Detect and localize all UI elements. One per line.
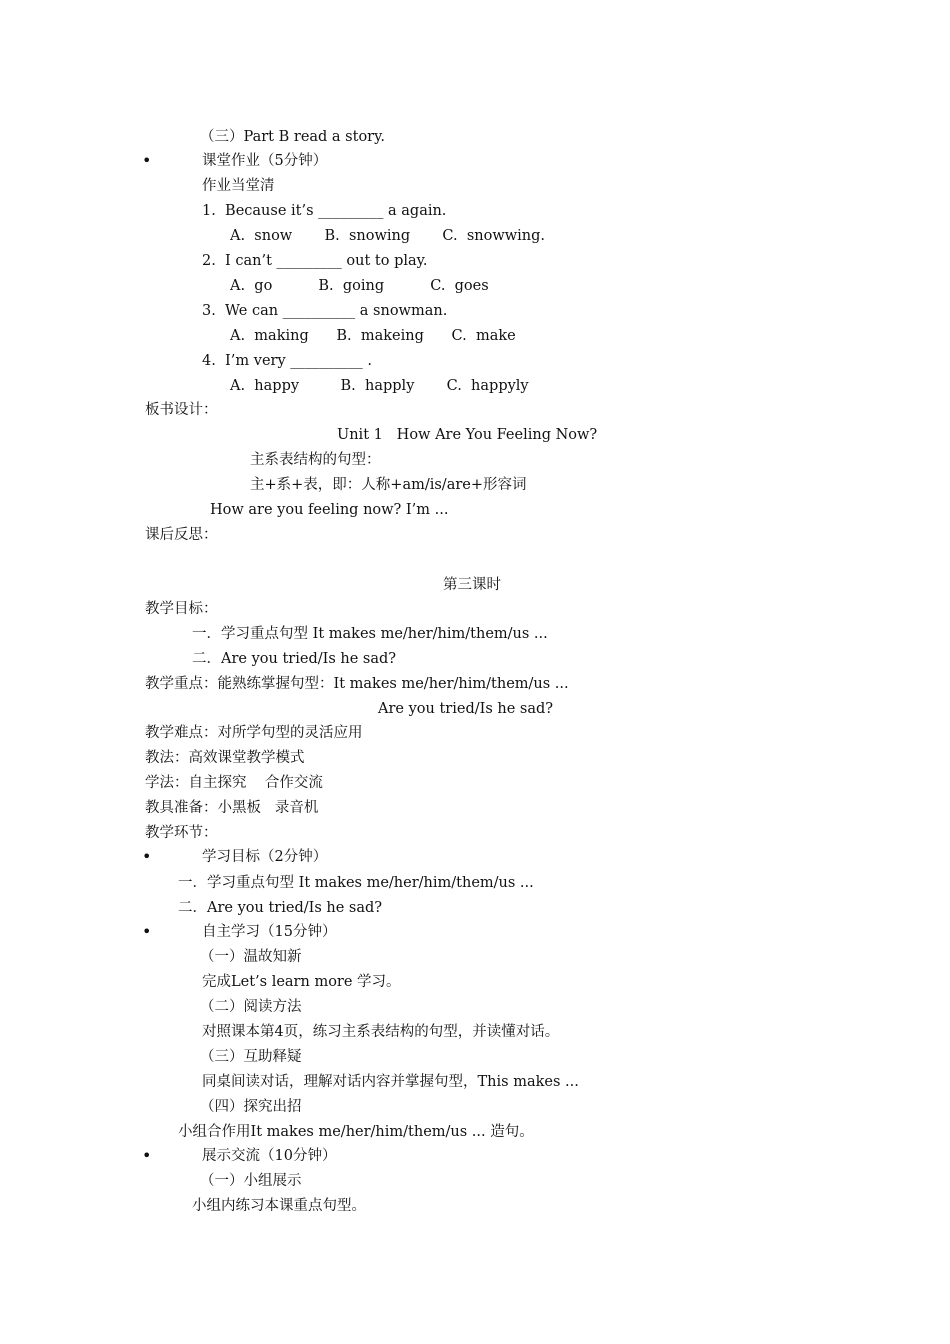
section-2-c1: 同桌间读对话，理解对话内容并掌握句型，This makes ... <box>202 1074 579 1090</box>
goal-2: 二．Are you tried/Is he sad? <box>192 651 397 667</box>
homework-sub: 作业当堂清 <box>202 178 275 194</box>
question-4-options: A. happy B. happly C. happyly <box>230 378 529 394</box>
section-1-heading: 学习目标（2分钟） <box>202 849 328 865</box>
board-label: 板书设计： <box>145 402 218 418</box>
board-line-1: 主系表结构的句型： <box>250 452 381 468</box>
bullet: • <box>142 847 152 866</box>
question-1: 1. Because it’s _________ a again. <box>202 203 447 219</box>
board-title: Unit 1 How Are You Feeling Now? <box>337 427 598 443</box>
section-1-line-2: 二．Are you tried/Is he sad? <box>178 900 383 916</box>
teaching-method: 教法：高效课堂教学模式 <box>145 750 305 766</box>
key-points: 教学重点：能熟练掌握句型：It makes me/her/him/them/us ... <box>145 676 569 692</box>
goal-1: 一．学习重点句型 It makes me/her/him/them/us ... <box>192 626 548 642</box>
section-2-d: （四）探究出招 <box>200 1099 302 1115</box>
board-line-3: How are you feeling now? I’m ... <box>210 502 449 518</box>
bullet: • <box>142 151 152 170</box>
steps-label: 教学环节： <box>145 825 218 841</box>
teaching-tools: 教具准备：小黑板 录音机 <box>145 800 319 816</box>
question-1-options: A. snow B. snowing C. snowwing. <box>230 228 546 244</box>
section-2-d1: 小组合作用It makes me/her/him/them/us ... 造句。 <box>178 1124 534 1140</box>
section-2-b: （二）阅读方法 <box>200 999 302 1015</box>
goals-label: 教学目标： <box>145 601 218 617</box>
part-b-line: （三）Part B read a story. <box>200 129 385 145</box>
question-3: 3. We can __________ a snowman. <box>202 303 448 319</box>
section-3-heading: 展示交流（10分钟） <box>202 1148 337 1164</box>
question-2-options: A. go B. going C. goes <box>230 278 489 294</box>
difficulty: 教学难点：对所学句型的灵活应用 <box>145 725 363 741</box>
section-2-heading: 自主学习（15分钟） <box>202 924 337 940</box>
section-2-b1: 对照课本第4页，练习主系表结构的句型，并读懂对话。 <box>202 1024 560 1040</box>
bullet: • <box>142 922 152 941</box>
key-points-2: Are you tried/Is he sad? <box>378 701 554 717</box>
study-method: 学法：自主探究 合作交流 <box>145 775 323 791</box>
section-2-c: （三）互助释疑 <box>200 1049 302 1065</box>
question-3-options: A. making B. makeing C. make <box>230 328 516 344</box>
section-3-a: （一）小组展示 <box>200 1173 302 1189</box>
lesson-title: 第三课时 <box>443 577 501 593</box>
section-2-a: （一）温故知新 <box>200 949 302 965</box>
section-1-line-1: 一．学习重点句型 It makes me/her/him/them/us ... <box>178 875 534 891</box>
bullet: • <box>142 1146 152 1165</box>
homework-heading: 课堂作业（5分钟） <box>202 153 328 169</box>
section-2-a1: 完成Let’s learn more 学习。 <box>202 974 401 990</box>
section-3-a1: 小组内练习本课重点句型。 <box>192 1198 366 1214</box>
question-2: 2. I can’t _________ out to play. <box>202 253 428 269</box>
question-4: 4. I’m very __________ . <box>202 353 372 369</box>
board-line-2: 主+系+表，即：人称+am/is/are+形容词 <box>250 477 527 493</box>
reflection-label: 课后反思： <box>145 527 218 543</box>
